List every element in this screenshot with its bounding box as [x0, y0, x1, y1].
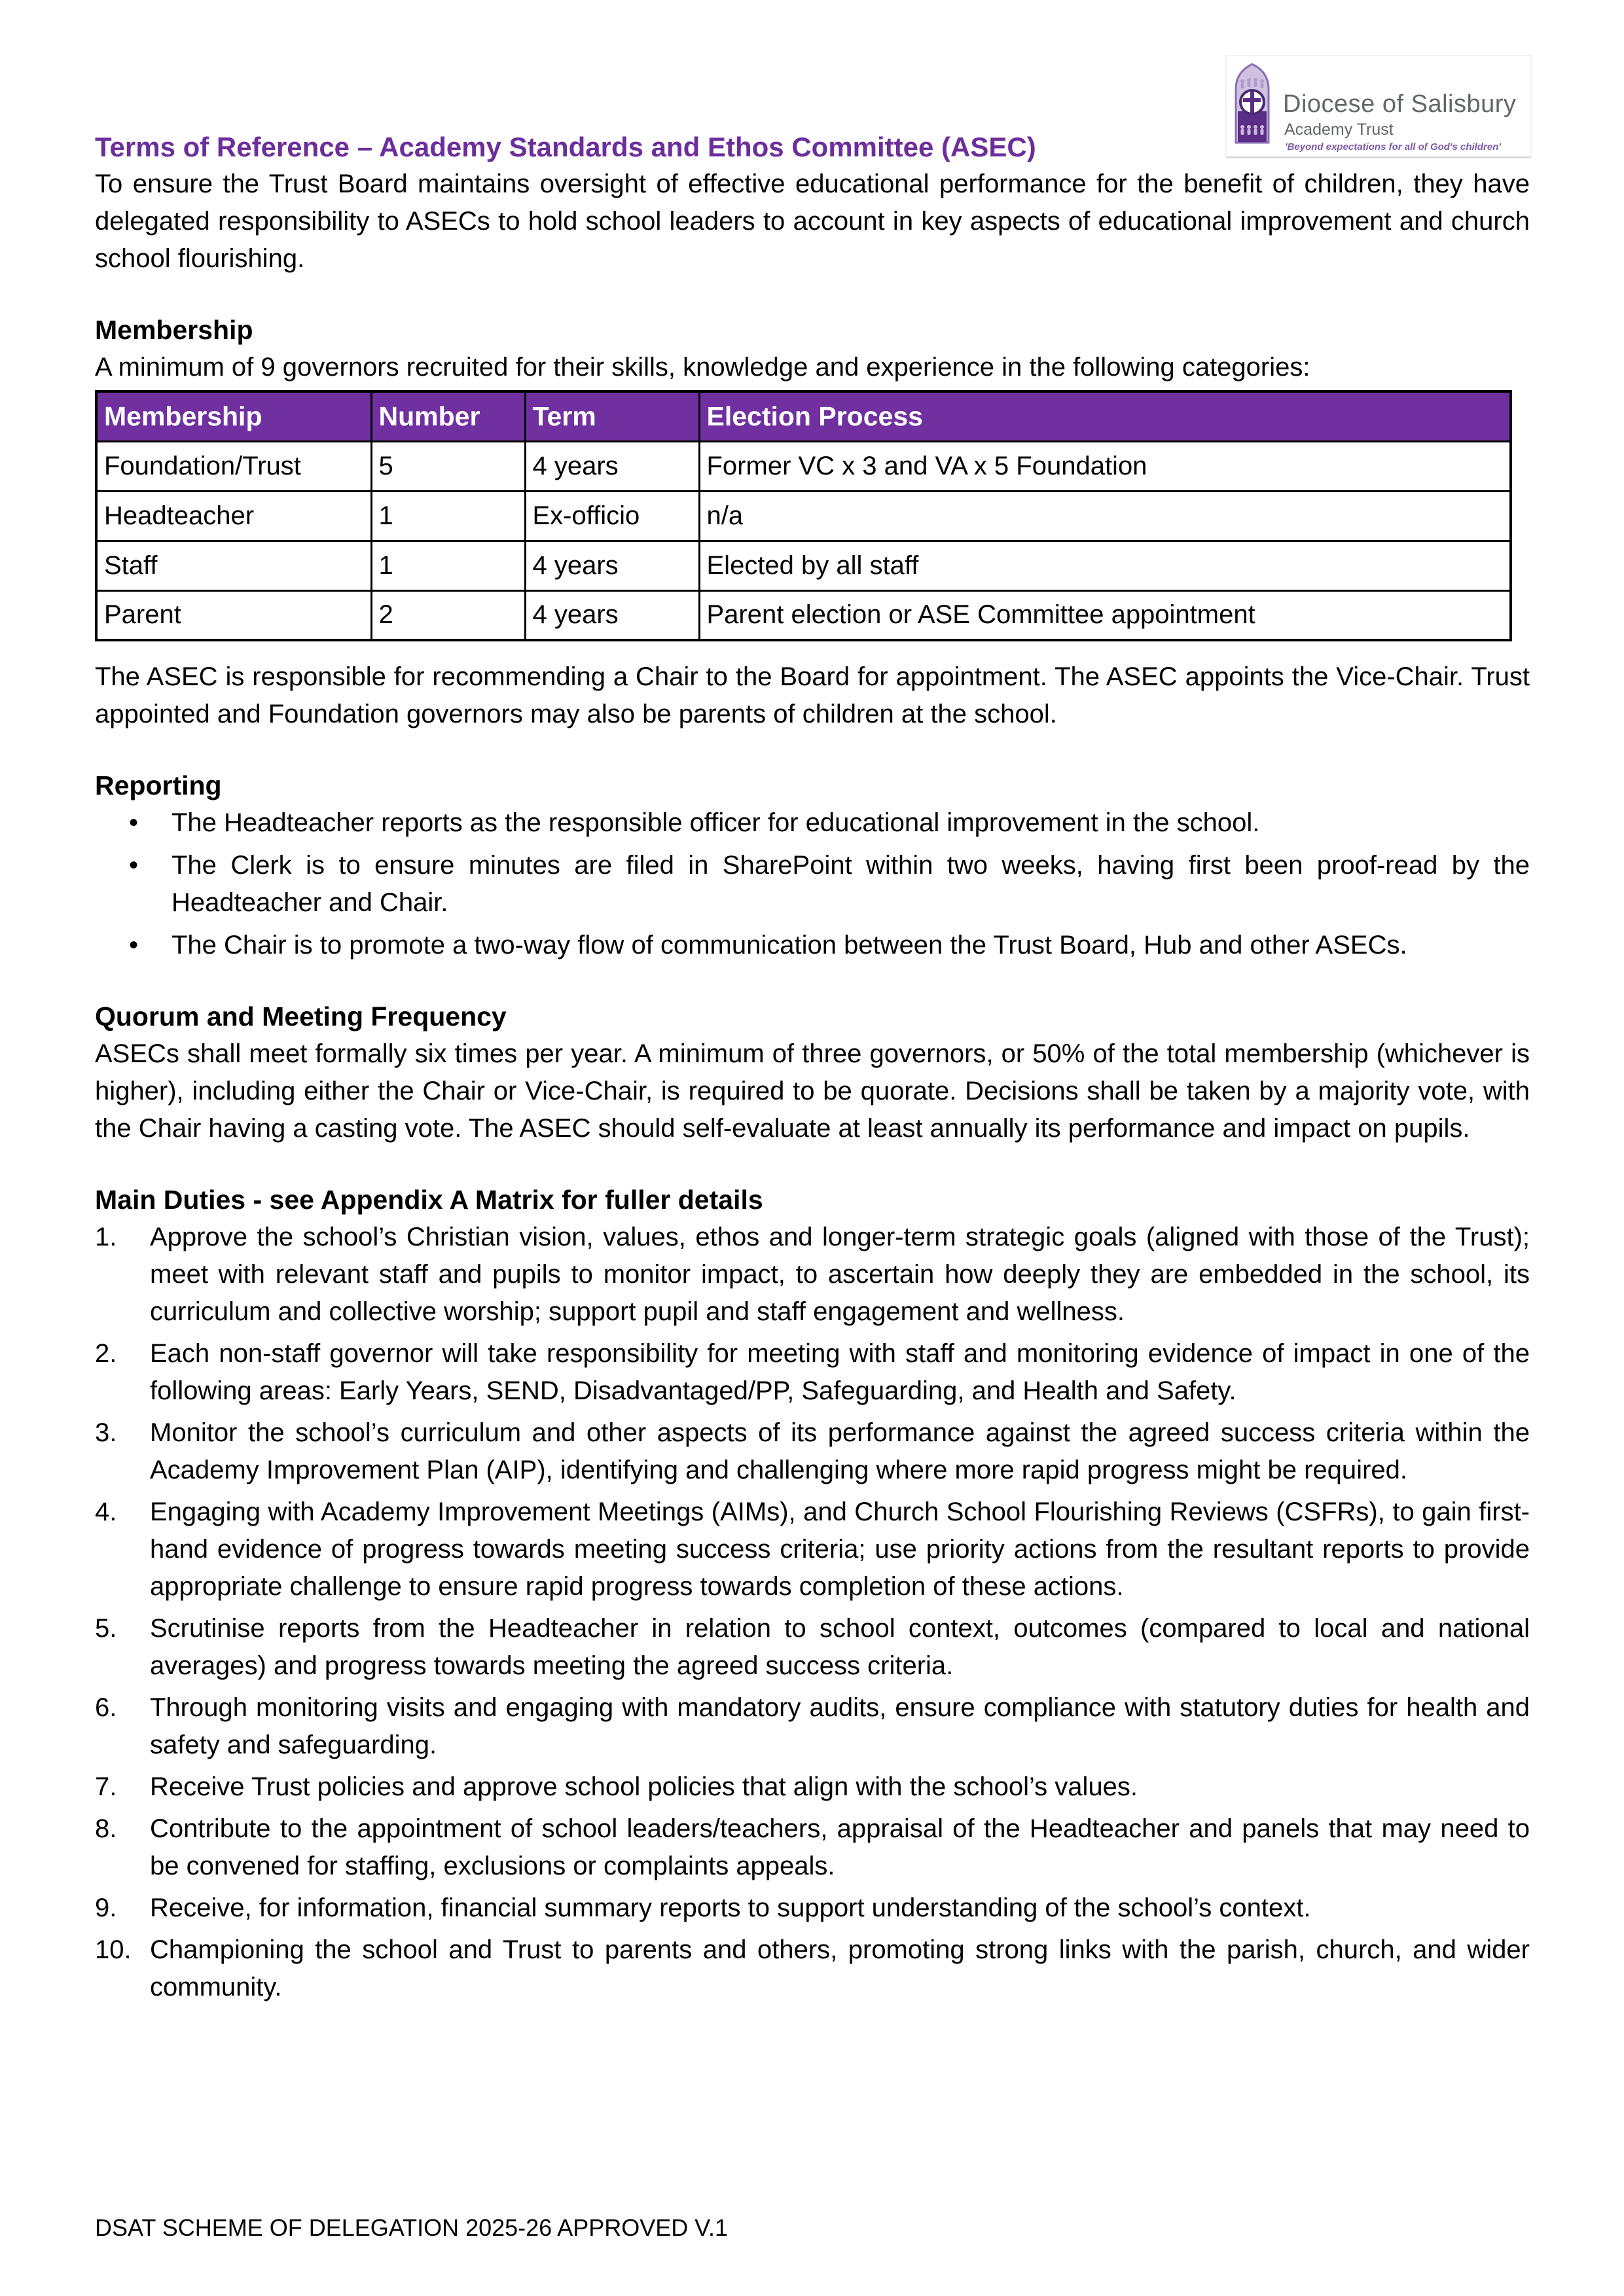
table-cell: Former VC x 3 and VA x 5 Foundation: [699, 441, 1511, 491]
table-header-election-process: Election Process: [699, 391, 1511, 441]
logo-org-name: Diocese of Salisbury: [1283, 90, 1517, 118]
logo-tagline: 'Beyond expectations for all of God's children': [1285, 141, 1501, 152]
list-item: Scrutinise reports from the Headteacher in relation to school context, outcomes (compared to local and national averages) and progress towards meeting the agreed success criteria.: [150, 1614, 1530, 1680]
list-item: Approve the school’s Christian vision, values, ethos and longer-term strategic goals (aligned with those of the Trust); meet with relevant staff and pupils to monitor impact, to ascertain how deeply they are embedded in the school, its curriculum and collective worship; support pupil and staff engagement and wellness.: [150, 1223, 1530, 1326]
table-cell: Parent election or ASE Committee appointment: [699, 590, 1511, 640]
main-duties-heading: Main Duties - see Appendix A Matrix for fuller details: [95, 1185, 763, 1215]
table-cell: 5: [371, 441, 525, 491]
quorum-heading: Quorum and Meeting Frequency: [95, 1001, 507, 1031]
table-cell: 4 years: [525, 590, 699, 640]
list-item: Through monitoring visits and engaging with mandatory audits, ensure compliance with statutory duties for health and safety and safeguarding.: [150, 1693, 1530, 1759]
table-cell: 4 years: [525, 441, 699, 491]
list-item: • The Chair is to promote a two-way flow of communication between the Trust Board, Hub and other ASECs.: [95, 927, 1530, 964]
table-cell: Staff: [96, 541, 371, 590]
list-item: Receive, for information, financial summary reports to support understanding of the school’s context.: [150, 1893, 1311, 1922]
reporting-bullet-list: [95, 804, 1530, 964]
membership-intro: A minimum of 9 governors recruited for their skills, knowledge and experience in the following categories:: [95, 353, 1310, 382]
reporting-heading: Reporting: [95, 770, 222, 800]
quorum-paragraph: ASECs shall meet formally six times per year. A minimum of three governors, or 50% of the total membership (whichever is higher), including either the Chair or Vice-Chair, is required to be quorate. Decisions shall be taken by a majority vote, with the Chair having a casting vote. The ASEC should self-evaluate at least annually its performance and impact on pupils.: [95, 1039, 1530, 1143]
table-cell: n/a: [699, 491, 1511, 541]
list-item: Engaging with Academy Improvement Meetings (AIMs), and Church School Flourishing Reviews (CSFRs), to gain first-hand evidence of progress towards meeting success criteria; use priority actions from the resultant reports to provide appropriate challenge to ensure rapid progress towards completion of these actions.: [150, 1498, 1530, 1601]
main-duties-list: [95, 1219, 1530, 2006]
membership-heading: Membership: [95, 315, 253, 345]
page-title: Terms of Reference – Academy Standards and Ethos Committee (ASEC): [95, 132, 1036, 162]
document-footer: DSAT SCHEME OF DELEGATION 2025-26 APPROVED V.1: [95, 2214, 729, 2241]
table-cell: 1: [371, 491, 525, 541]
table-cell: Elected by all staff: [699, 541, 1511, 590]
table-cell: Headteacher: [96, 491, 371, 541]
table-cell: 4 years: [525, 541, 699, 590]
table-cell: Foundation/Trust: [96, 441, 371, 491]
list-item: Contribute to the appointment of school leaders/teachers, appraisal of the Headteacher and panels that may need to be convened for staffing, exclusions or complaints appeals.: [150, 1814, 1530, 1880]
table-row: [96, 491, 1511, 541]
table-row: [96, 541, 1511, 590]
membership-note: The ASEC is responsible for recommending a Chair to the Board for appointment. The ASEC appoints the Vice-Chair. Trust appointed and Foundation governors may also be parents of children at the school.: [95, 662, 1530, 728]
membership-table: [95, 390, 1512, 641]
table-cell: Parent: [96, 590, 371, 640]
table-header-membership: Membership: [96, 391, 371, 441]
intro-paragraph: To ensure the Trust Board maintains oversight of effective educational performance for the benefit of children, they have delegated responsibility to ASECs to hold school leaders to account in key aspects of educational improvement and church school flourishing.: [95, 170, 1530, 273]
list-item: • The Clerk is to ensure minutes are filed in SharePoint within two weeks, having first been proof-read by the Headteacher and Chair.: [95, 847, 1530, 922]
document-body: [95, 0, 1530, 2011]
table-cell: 2: [371, 590, 525, 640]
table-header-number: Number: [371, 391, 525, 441]
list-item: Monitor the school’s curriculum and other aspects of its performance against the agreed success criteria within the Academy Improvement Plan (AIP), identifying and challenging where more rapid progress might be required.: [150, 1418, 1530, 1484]
table-row: [96, 590, 1511, 640]
table-row: [96, 441, 1511, 491]
table-header-row: [96, 391, 1511, 441]
table-cell: Ex-officio: [525, 491, 699, 541]
list-item: Receive Trust policies and approve school policies that align with the school’s values.: [150, 1772, 1138, 1801]
list-item: • The Headteacher reports as the responsible officer for educational improvement in the school.: [95, 804, 1530, 842]
table-header-term: Term: [525, 391, 699, 441]
table-cell: 1: [371, 541, 525, 590]
list-item: Championing the school and Trust to parents and others, promoting strong links with the parish, church, and wider community.: [150, 1935, 1530, 2001]
list-item: Each non-staff governor will take responsibility for meeting with staff and monitoring evidence of impact in one of the following areas: Early Years, SEND, Disadvantaged/PP, Safeguarding, and Health and Safety.: [150, 1339, 1530, 1405]
logo-sub-org-name: Academy Trust: [1284, 120, 1394, 139]
